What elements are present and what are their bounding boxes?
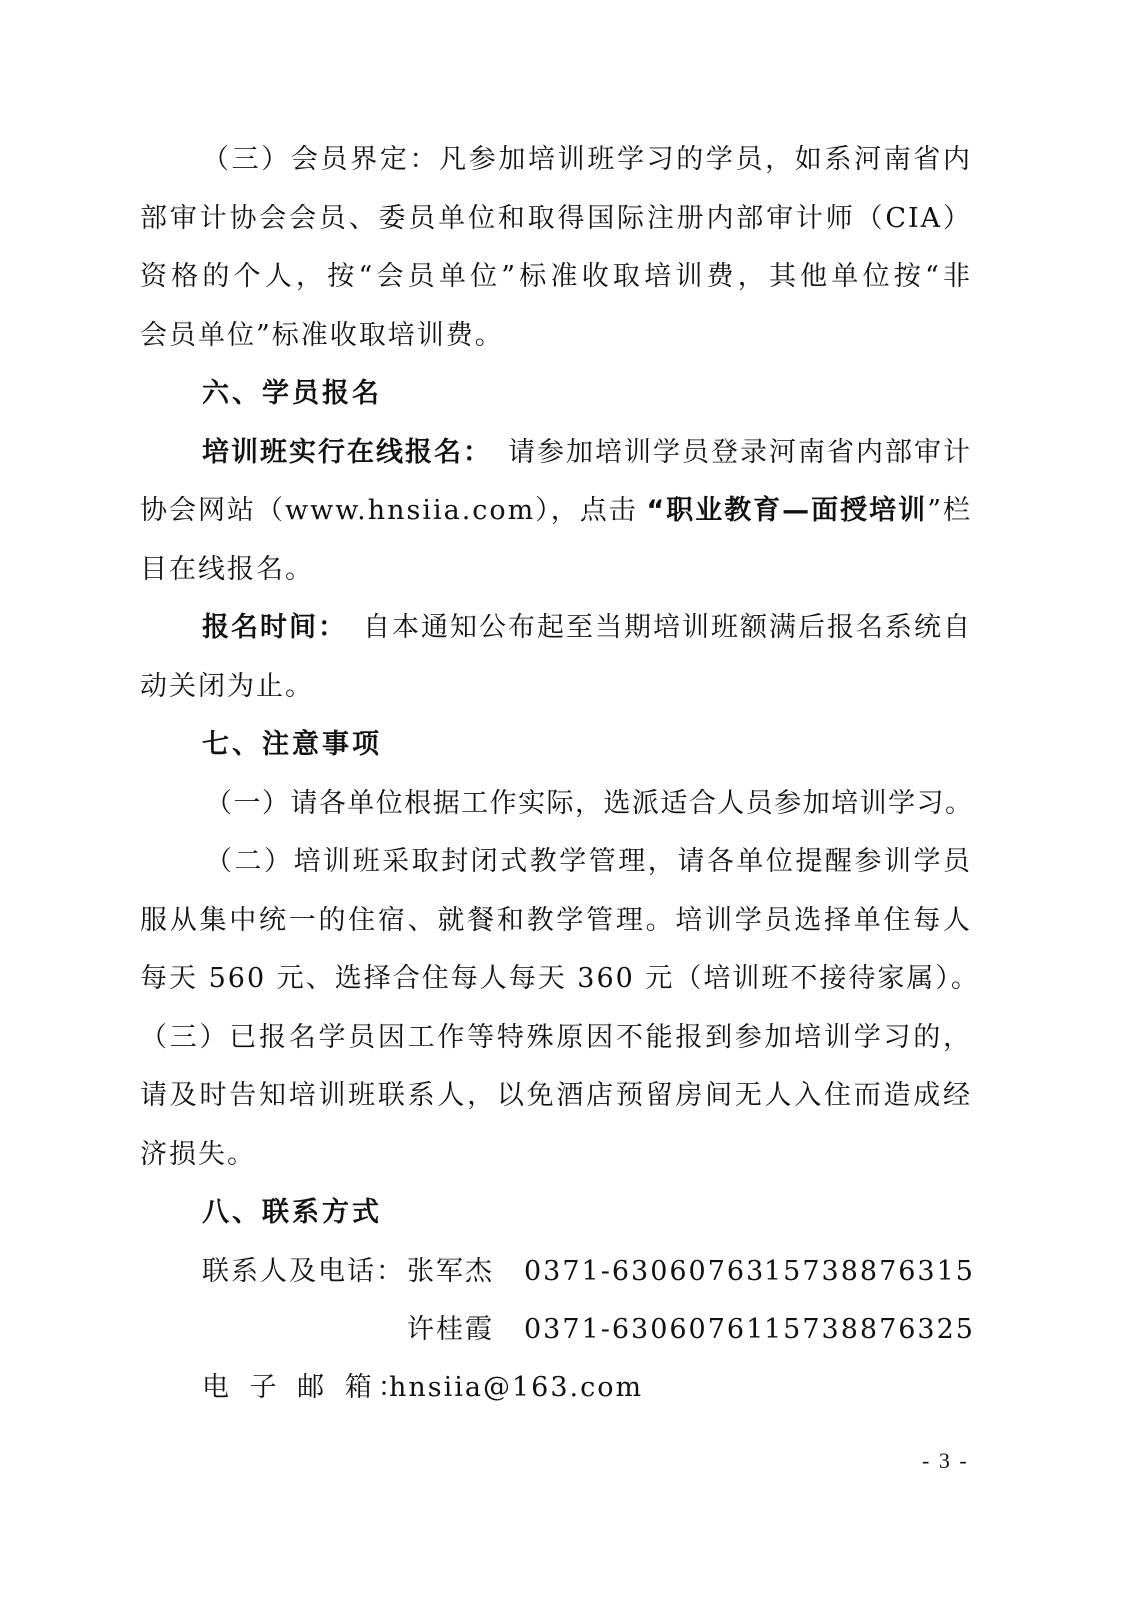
vocational-training-column-link: “职业教育—面授培训 (646, 495, 928, 526)
contact-name: 许桂霞 (407, 1314, 494, 1345)
online-registration-line-3: 目在线报名。 (140, 554, 314, 585)
registration-time-text: 自本通知公布起至当期培训班额满后报名系统自 (363, 612, 972, 643)
note-item-3-line-2: 请及时告知培训班联系人，以免酒店预留房间无人入住而造成经 (140, 1080, 972, 1111)
note-item-3-line-1: （三）已报名学员因工作等特殊原因不能报到参加培训学习的， (140, 1022, 972, 1053)
note-item-2-line-3: 每天 560 元、选择合住每人每天 360 元（培训班不接待家属）。 (140, 963, 980, 994)
note-item-1: （一）请各单位根据工作实际，选派适合人员参加培训学习。 (205, 788, 972, 819)
contact-mobile: 15738876315 (764, 1256, 975, 1287)
membership-definition-line-3: 资格的个人，按“会员单位”标准收取培训费，其他单位按“非 (140, 261, 972, 292)
note-item-2-line-1: （二）培训班采取封闭式教学管理，请各单位提醒参训学员 (205, 846, 972, 877)
email-address: hnsiia@163.com (389, 1372, 644, 1403)
note-item-2-line-2: 服从集中统一的住宿、就餐和教学管理。培训学员选择单住每人 (140, 905, 972, 936)
note-item-3-line-3: 济损失。 (140, 1139, 256, 1170)
registration-time-label: 报名时间： (202, 612, 347, 643)
contact-name: 张军杰 (407, 1256, 494, 1287)
online-registration-text: 请参加培训学员登录河南省内部审计 (508, 437, 972, 468)
contact-phone: 0371-63060761 (524, 1314, 766, 1345)
membership-definition-line-1: （三）会员界定：凡参加培训班学习的学员，如系河南省内 (202, 144, 972, 175)
section-heading-contact: 八、联系方式 (202, 1197, 382, 1228)
section-heading-registration: 六、学员报名 (202, 378, 382, 409)
membership-definition-line-2: 部审计协会会员、委员单位和取得国际注册内部审计师（CIA） (140, 203, 972, 234)
section-heading-notes: 七、注意事项 (202, 729, 382, 760)
email-label: 电 子 邮 箱： (202, 1372, 411, 1403)
page-number: - 3 - (922, 1448, 969, 1473)
registration-time-line-1 (202, 610, 972, 646)
online-registration-label: 培训班实行在线报名： (202, 437, 492, 468)
online-registration-line-2 (140, 493, 972, 529)
membership-definition-line-4: 会员单位”标准收取培训费。 (140, 320, 504, 351)
website-text: 协会网站（www.hnsiia.com），点击 (140, 495, 638, 526)
registration-time-line-2: 动关闭为止。 (140, 671, 314, 702)
column-suffix: ”栏 (927, 495, 972, 526)
online-registration-line-1 (202, 435, 972, 471)
contact-phone: 0371-63060763 (524, 1256, 766, 1287)
contact-mobile: 15738876325 (764, 1314, 975, 1345)
contact-label: 联系人及电话： (202, 1256, 405, 1287)
